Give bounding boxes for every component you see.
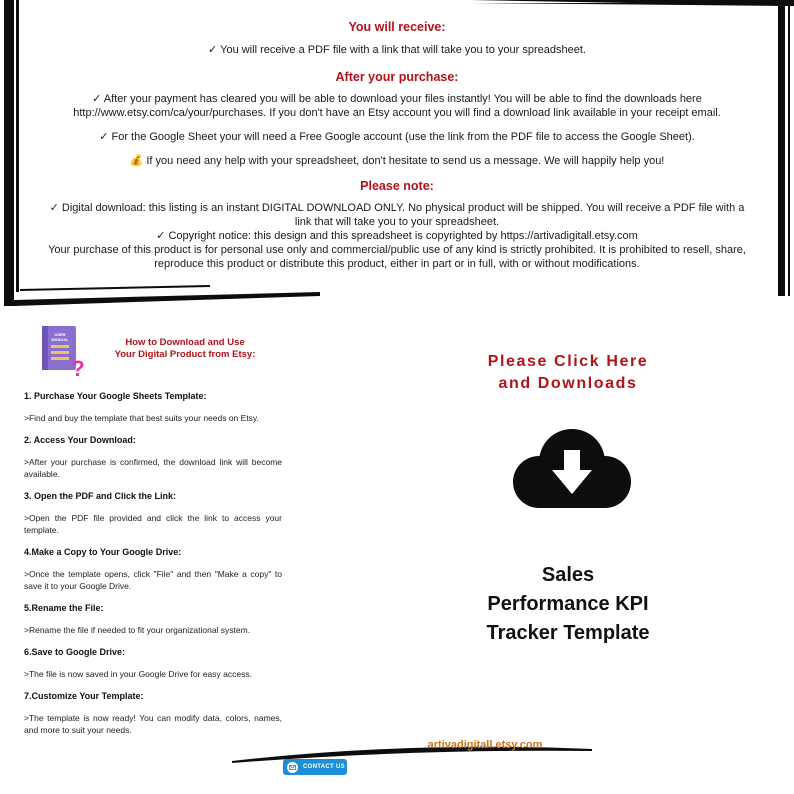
step-text: >The template is now ready! You can modify data, colors, names, and more to suit your needs. (24, 713, 282, 735)
manual-line-2 (51, 351, 69, 354)
guide-title-line1: How to Download and Use (125, 337, 245, 348)
step-title: 3. Open the PDF and Click the Link: (24, 491, 177, 501)
download-guide (24, 322, 282, 736)
frame-left-bar (4, 0, 14, 306)
cta-line2: and Downloads (498, 375, 638, 392)
envelope-glyph (289, 765, 296, 770)
step-text: >Find and buy the template that best suits your needs on Etsy. (24, 413, 259, 423)
user-manual-icon (38, 324, 86, 380)
frame-right-bar (778, 6, 785, 296)
after-line-google: ✓ For the Google Sheet your will need a Free Google account (use the link from the PDF file to access the Google Sheet). (99, 131, 695, 143)
receive-line: ✓ You will receive a PDF file with a link that will take you to your spreadsheet. (208, 44, 586, 56)
step-title: 5.Rename the File: (24, 603, 104, 613)
question-mark-icon: ? (71, 356, 85, 380)
step-text: >Rename the file if needed to fit your organizational system. (24, 625, 251, 635)
product-title (448, 561, 688, 648)
step-text: >Open the PDF file provided and click the link to access your template. (24, 513, 282, 535)
cta-line1: Please Click Here (487, 353, 649, 370)
contact-us-label: CONTACT US (303, 764, 345, 770)
step-title: 1. Purchase Your Google Sheets Template: (24, 391, 207, 401)
step-title: 4.Make a Copy to Your Google Drive: (24, 547, 182, 557)
product-title-line2: Performance KPI (487, 593, 649, 615)
after-line-download: ✓ After your payment has cleared you will be able to download your files instantly! You will be able to find the downloads here http://www.etsy.com/ca/your/purchases. If you don't have an Etsy account you will find a download link available in your receipt email. (73, 93, 721, 119)
product-title-line3: Tracker Template (486, 622, 650, 644)
guide-title (92, 337, 278, 361)
manual-spine (42, 326, 48, 370)
frame-right-thin-bar (788, 6, 790, 296)
contact-us-button[interactable] (283, 759, 347, 775)
step-title: 6.Save to Google Drive: (24, 647, 126, 657)
note-copyright: ✓ Copyright notice: this design and this spreadsheet is copyrighted by https://artivadigitall.etsy.com (156, 230, 638, 242)
guide-header (24, 322, 282, 386)
shop-url[interactable]: artivadigitall.etsy.com (427, 739, 543, 751)
cloud-download-icon[interactable] (510, 428, 634, 512)
frame-left-thin-bar (16, 0, 19, 292)
after-purchase-title: After your purchase: (335, 70, 459, 84)
receive-title: You will receive: (348, 20, 446, 34)
manual-label-user: USER (54, 332, 66, 337)
step-title: 7.Customize Your Template: (24, 691, 144, 701)
step-text: >After your purchase is confirmed, the download link will become available. (24, 457, 282, 479)
frame-top-thin-wedge (470, 3, 794, 6)
frame-bottom-stroke (14, 292, 320, 306)
guide-title-line2: Your Digital Product from Etsy: (114, 349, 256, 360)
frame-bottom-thin-stroke (20, 285, 210, 291)
note-personal-use: Your purchase of this product is for personal use only and commercial/public use of any kind is strictly prohibited. It is prohibited to resell, share, reproduce this product or distribute this product, either in part or in full, with or without modifications. (48, 244, 746, 270)
manual-line-1 (51, 345, 69, 348)
step-text: >The file is now saved in your Google Drive for easy access. (24, 669, 252, 679)
product-title-line1: Sales (541, 564, 595, 586)
download-cta[interactable] (470, 351, 666, 395)
please-note-title: Please note: (360, 179, 434, 193)
note-digital-download: ✓ Digital download: this listing is an instant DIGITAL DOWNLOAD ONLY. No physical product will be shipped. You will receive a PDF file with a link that will take you to your spreadsheet. (49, 202, 745, 228)
mail-icon (287, 762, 298, 773)
manual-label-manual: MANUAL (51, 337, 69, 342)
purchase-info (40, 20, 754, 271)
guide-steps (24, 390, 282, 736)
after-line-help: 💰 If you need any help with your spreadsheet, don't hesitate to send us a message. We will happily help you! (129, 155, 665, 167)
step-text: >Once the template opens, click "File" and then "Make a copy" to save it to your Google Drive. (24, 569, 282, 591)
manual-line-3 (51, 357, 69, 360)
step-title: 2. Access Your Download: (24, 435, 136, 445)
